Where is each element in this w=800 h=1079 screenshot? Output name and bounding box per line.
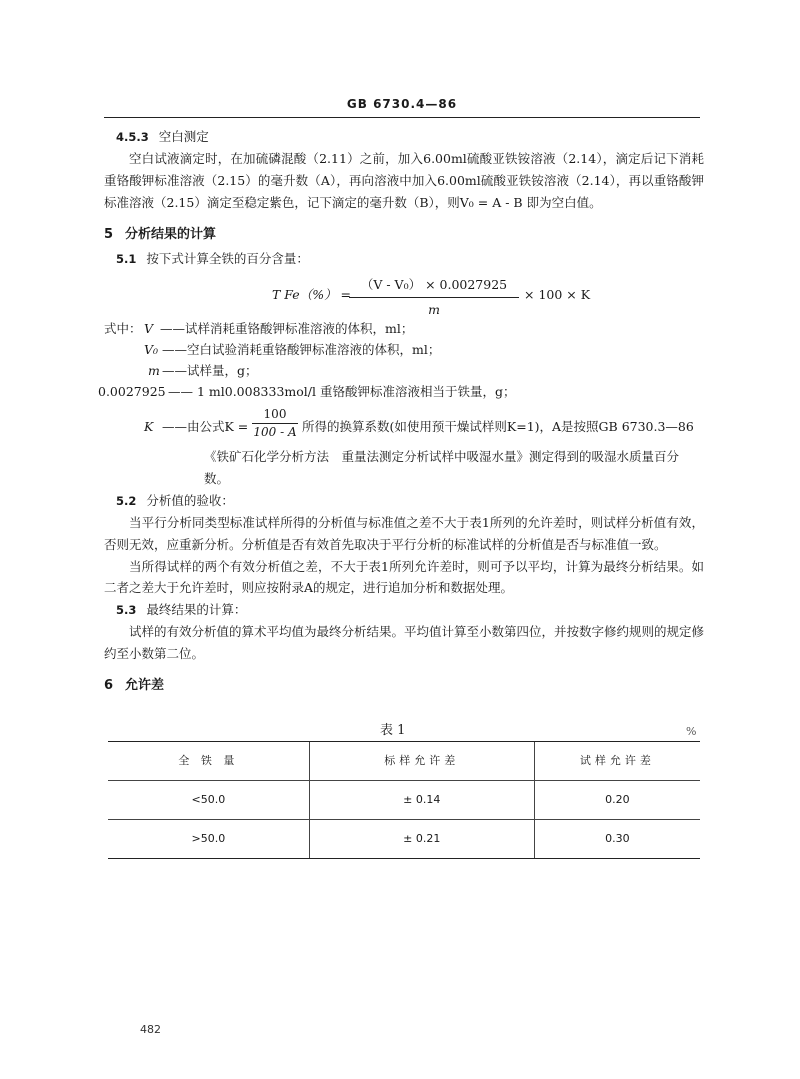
def-description: —— 1 ml0.008333mol/l 重铬酸钾标准溶液相当于铁量，g； bbox=[168, 384, 516, 400]
section-4-5-3-heading bbox=[104, 126, 704, 148]
def-symbol: K bbox=[144, 419, 154, 435]
paragraph: 当所得试样的两个有效分析值之差，不大于表1所列允许差时，则可予以平均，计算为最终分析结果。如二者之差大于允许差时，则应按附录A的规定，进行追加分析和数据处理。 bbox=[104, 558, 704, 596]
section-5-1-heading bbox=[104, 248, 704, 270]
formula-denominator: m bbox=[428, 302, 440, 317]
paragraph: 当平行分析同类型标准试样所得的分析值与标准值之差不大于表1所列的允许差时，则试样分析值有效，否则无效，应重新分析。分析值是否有效首先取决于平行分析的标准试样的分析值是否与标准值一致。 bbox=[104, 514, 704, 552]
section-title: 空白测定 bbox=[158, 129, 209, 144]
document-body bbox=[98, 126, 705, 700]
section-6-heading bbox=[104, 675, 704, 698]
section-5-3-heading bbox=[104, 599, 704, 621]
def-v bbox=[104, 318, 704, 339]
formula-numerator: （V - V₀） × 0.0027925 bbox=[360, 277, 508, 293]
section-title: 分析值的验收： bbox=[146, 492, 234, 508]
def-description: ——空白试验消耗重铬酸钾标准溶液的体积，ml； bbox=[162, 342, 441, 358]
table-cell: ± 0.21 bbox=[309, 820, 534, 859]
section-title: 最终结果的计算： bbox=[146, 602, 247, 618]
running-header: GB 6730.4—86 bbox=[346, 97, 458, 111]
def-m bbox=[104, 360, 704, 381]
table-cell: 0.20 bbox=[534, 781, 700, 820]
fraction-bar bbox=[349, 297, 519, 298]
def-symbol: 0.0027925 bbox=[98, 384, 166, 400]
table-cell: ± 0.14 bbox=[309, 781, 534, 820]
section-5-heading bbox=[104, 224, 704, 247]
tolerance-table bbox=[108, 741, 700, 859]
def-k-continuation: 《铁矿石化学分析方法 重量法测定分析试样中吸湿水量》测定得到的吸湿水质量百分 bbox=[204, 449, 680, 465]
def-symbol: V bbox=[144, 321, 154, 337]
table-cell: <50.0 bbox=[108, 781, 309, 820]
table-header: 全 铁 量 bbox=[108, 742, 309, 781]
table-cell: 0.30 bbox=[534, 820, 700, 859]
table-header: 试样允许差 bbox=[534, 742, 700, 781]
def-k-text-2: 所得的换算系数(如使用预干燥试样则K=1)，A是按照GB 6730.3—86 bbox=[302, 419, 694, 435]
section-text: 按下式计算全铁的百分含量： bbox=[146, 251, 309, 267]
table-header: 标样允许差 bbox=[309, 742, 534, 781]
def-description: ——试样量，g； bbox=[162, 363, 258, 379]
fraction-bar bbox=[252, 423, 298, 424]
page-number: 482 bbox=[140, 1023, 161, 1036]
def-symbol: V₀ bbox=[144, 342, 159, 358]
def-description: ——试样消耗重铬酸钾标准溶液的体积，ml； bbox=[160, 321, 414, 337]
table-title: 表 1 bbox=[380, 723, 406, 738]
formula-lhs: T Fe（%） = bbox=[272, 287, 352, 303]
formula-fraction bbox=[349, 274, 519, 321]
table-row bbox=[108, 820, 700, 859]
def-k-fraction bbox=[252, 406, 298, 441]
section-number: 5.2 bbox=[116, 493, 137, 508]
def-symbol: m bbox=[148, 363, 160, 379]
def-intro: 式中： bbox=[104, 321, 142, 337]
header-rule bbox=[104, 117, 700, 118]
def-k-text: ——由公式K = bbox=[162, 419, 249, 435]
section-title: 允许差 bbox=[125, 677, 165, 693]
section-number: 5.1 bbox=[116, 252, 137, 267]
section-number: 4.5.3 bbox=[116, 130, 149, 144]
paragraph: 试样的有效分析值的算术平均值为最终分析结果。平均值计算至小数第四位，并按数字修约规则的规定修约至小数第二位。 bbox=[104, 624, 705, 661]
def-constant bbox=[98, 381, 704, 402]
def-k-numerator: 100 bbox=[263, 407, 287, 422]
table-header-row bbox=[108, 742, 700, 781]
section-title: 分析结果的计算 bbox=[125, 226, 217, 242]
iron-formula bbox=[104, 274, 704, 317]
section-number: 6 bbox=[104, 677, 114, 693]
section-number: 5.3 bbox=[116, 603, 137, 618]
def-v0 bbox=[104, 339, 704, 360]
table-unit: % bbox=[686, 725, 697, 738]
formula-rhs: × 100 × K bbox=[524, 287, 591, 303]
def-k-continuation-2: 数。 bbox=[204, 471, 230, 486]
table-row bbox=[108, 781, 700, 820]
variable-definitions bbox=[98, 318, 704, 490]
def-k bbox=[104, 406, 704, 446]
section-number: 5 bbox=[104, 226, 114, 242]
paragraph: 空白试液滴定时，在加硫磷混酸（2.11）之前，加入6.00ml硫酸亚铁铵溶液（2.14），滴定后记下消耗重铬酸钾标准溶液（2.15）的毫升数（A），再向溶液中加入6.00ml硫酸亚铁铵溶液（2.14），再以重铬酸钾标准溶液（2.15）滴定至稳定紫色，记下滴定的毫升数（B），则V₀ = A - B 即为空白值。 bbox=[104, 150, 704, 210]
def-k-denominator: 100 - A bbox=[253, 424, 297, 439]
table-cell: >50.0 bbox=[108, 820, 309, 859]
section-5-2-heading bbox=[104, 490, 704, 512]
